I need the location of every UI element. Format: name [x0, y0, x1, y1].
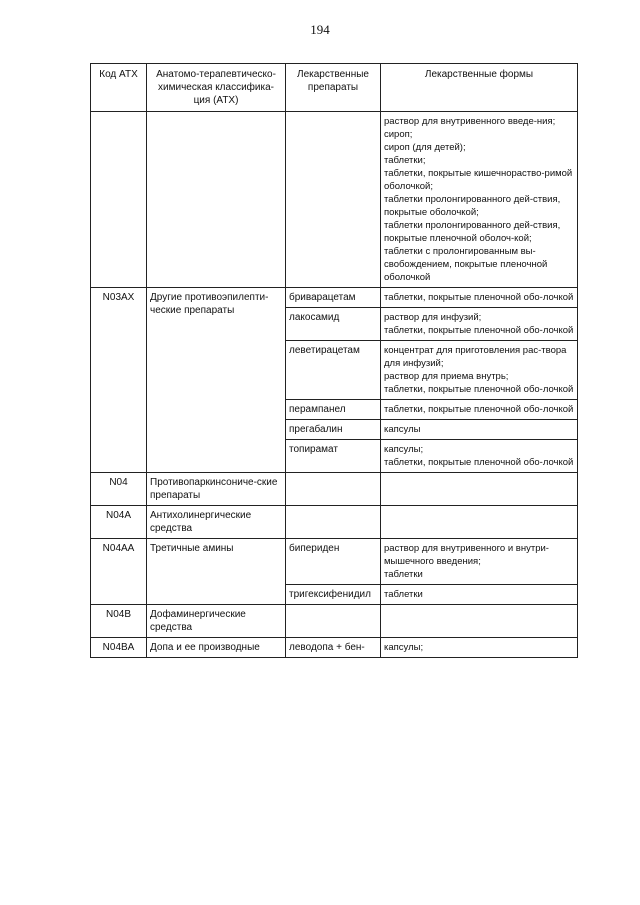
drug-name-cell: бриварацетам: [286, 288, 381, 308]
forms-line: раствор для внутривенного введе-ния;: [384, 116, 556, 127]
header-row: [91, 64, 578, 112]
continuation-drug-cell: [286, 112, 381, 288]
header-class: Анатомо-терапевтическо-химическая классифика-ция (ATX): [147, 64, 286, 112]
dosage-forms-cell: [381, 605, 578, 638]
forms-line: раствор для внутривенного и внутри-мышечного введения;: [384, 543, 549, 567]
drug-name-cell: [286, 605, 381, 638]
table-row: [91, 288, 578, 308]
forms-line: таблетки: [384, 569, 423, 580]
dosage-forms-cell: [381, 440, 578, 473]
forms-line: раствор для инфузий;: [384, 312, 482, 323]
forms-line: таблетки, покрытые пленочной обо-лочкой: [384, 292, 574, 303]
table-row: [91, 605, 578, 638]
continuation-row: [91, 112, 578, 288]
atx-class-cell: Третичные амины: [147, 539, 286, 605]
forms-line: таблетки с пролонгированным вы-свобождением, покрытые пленочной оболочкой: [384, 246, 548, 283]
atx-code-cell: N04AA: [91, 539, 147, 605]
atx-table: [90, 63, 578, 658]
forms-line: раствор для приема внутрь;: [384, 371, 509, 382]
drug-name-cell: [286, 506, 381, 539]
drug-name-cell: перампанел: [286, 400, 381, 420]
atx-class-cell: Антихолинергические средства: [147, 506, 286, 539]
forms-line: капсулы;: [384, 642, 424, 653]
forms-line: таблетки пролонгированного дей-ствия, покрытые пленочной оболоч-кой;: [384, 220, 561, 244]
drug-name-cell: [286, 473, 381, 506]
dosage-forms-cell: [381, 400, 578, 420]
dosage-forms-cell: [381, 420, 578, 440]
atx-code-cell: N04B: [91, 605, 147, 638]
atx-code-cell: N04BA: [91, 638, 147, 658]
drug-name-cell: прегабалин: [286, 420, 381, 440]
forms-line: таблетки, покрытые пленочной обо-лочкой: [384, 457, 574, 468]
forms-line: сироп (для детей);: [384, 142, 466, 153]
forms-line: таблетки, покрытые пленочной обо-лочкой: [384, 325, 574, 336]
table-row: [91, 506, 578, 539]
atx-class-cell: Допа и ее производные: [147, 638, 286, 658]
dosage-forms-cell: [381, 288, 578, 308]
forms-line: капсулы;: [384, 444, 424, 455]
table-row: [91, 473, 578, 506]
forms-line: таблетки: [384, 589, 423, 600]
forms-line: таблетки, покрытые пленочной обо-лочкой: [384, 384, 574, 395]
dosage-forms-cell: [381, 341, 578, 400]
header-forms: Лекарственные формы: [381, 64, 578, 112]
atx-class-cell: Противопаркинсониче-ские препараты: [147, 473, 286, 506]
atx-class-cell: Другие противоэпилепти-ческие препараты: [147, 288, 286, 473]
forms-line: таблетки пролонгированного дей-ствия, покрытые оболочкой;: [384, 194, 561, 218]
forms-line: таблетки, покрытые кишечнораство-римой оболочкой;: [384, 168, 573, 192]
atx-code-cell: N04A: [91, 506, 147, 539]
atx-code-cell: N04: [91, 473, 147, 506]
forms-line: таблетки, покрытые пленочной обо-лочкой: [384, 404, 574, 415]
forms-line: концентрат для приготовления рас-твора для инфузий;: [384, 345, 567, 369]
drug-name-cell: топирамат: [286, 440, 381, 473]
dosage-forms-cell: [381, 473, 578, 506]
header-code: Код ATX: [91, 64, 147, 112]
header-drugs: Лекарственные препараты: [286, 64, 381, 112]
dosage-forms-cell: [381, 539, 578, 585]
continuation-code-cell: [91, 112, 147, 288]
dosage-forms-cell: [381, 638, 578, 658]
table-row: [91, 539, 578, 585]
table-row: [91, 638, 578, 658]
drug-name-cell: лакосамид: [286, 308, 381, 341]
drug-name-cell: леветирацетам: [286, 341, 381, 400]
dosage-forms-cell: [381, 585, 578, 605]
dosage-forms-cell: [381, 506, 578, 539]
drug-name-cell: леводопа + бен-: [286, 638, 381, 658]
atx-code-cell: N03AX: [91, 288, 147, 473]
continuation-forms-cell: [381, 112, 578, 288]
continuation-class-cell: [147, 112, 286, 288]
page-number: 194: [310, 22, 330, 37]
forms-line: капсулы: [384, 424, 421, 435]
dosage-forms-cell: [381, 308, 578, 341]
drug-name-cell: бипериден: [286, 539, 381, 585]
forms-line: сироп;: [384, 129, 413, 140]
drug-name-cell: тригексифенидил: [286, 585, 381, 605]
atx-class-cell: Дофаминергические средства: [147, 605, 286, 638]
forms-line: таблетки;: [384, 155, 426, 166]
